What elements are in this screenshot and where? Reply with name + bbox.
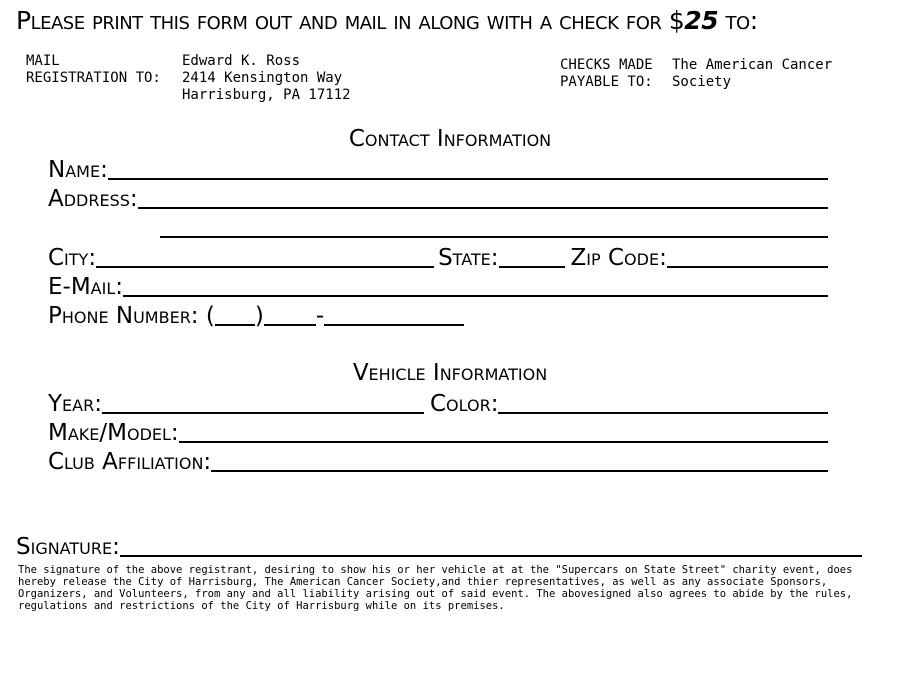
club-row	[48, 447, 828, 475]
mail-label-line2: REGISTRATION TO:	[26, 70, 161, 86]
checks-payee	[672, 57, 832, 91]
make-model-label: Make/Model:	[48, 420, 179, 446]
year-label: Year:	[48, 391, 102, 417]
mail-recipient-name: Edward K. Ross	[182, 53, 301, 69]
liability-release-text: The signature of the above registrant, desiring to show his or her vehicle at at the "Supercars on State Street" charity event, does hereby release the City of Harrisburg, The American Cancer Society,and thier representatives, as well as any associate Sponsors, Organizers, and Volunteers, from any and all liability arising out of said event. The abovesigned also agrees to abide by the rules, regulations and restrictions of the City of Harrisburg while on its premises.	[18, 564, 853, 612]
signature-label: Signature:	[16, 534, 120, 560]
checks-payable-label	[560, 57, 653, 91]
contact-section-title: Contact Information	[348, 126, 552, 152]
name-field[interactable]	[108, 156, 828, 180]
name-label: Name:	[48, 157, 108, 183]
city-label: City:	[48, 245, 97, 271]
checks-label-line1: CHECKS MADE	[560, 57, 653, 73]
name-row	[48, 155, 828, 183]
phone-label: Phone Number: (	[48, 303, 215, 329]
vehicle-section-title: Vehicle Information	[352, 360, 548, 386]
address-label: Address:	[48, 186, 138, 212]
fee-amount: 25	[684, 6, 719, 35]
club-field[interactable]	[211, 448, 828, 472]
email-field[interactable]	[123, 273, 828, 297]
instructions-text: Please print this form out and mail in along with a check for $	[16, 6, 685, 35]
signature-row	[16, 532, 862, 560]
mail-to-label	[26, 53, 161, 87]
phone-dash: -	[315, 303, 325, 329]
payee-line2: Society	[672, 74, 732, 90]
form-instructions-heading	[16, 6, 886, 35]
address-row	[48, 184, 828, 212]
year-color-row	[48, 389, 828, 417]
color-label: Color:	[429, 391, 499, 417]
mail-street: 2414 Kensington Way	[182, 70, 343, 86]
phone-paren-close: )	[254, 303, 264, 329]
checks-label-line2: PAYABLE TO:	[560, 74, 653, 90]
club-label: Club Affiliation:	[48, 449, 212, 475]
phone-prefix-field[interactable]	[264, 302, 316, 326]
city-state-zip-row	[48, 243, 828, 271]
address-field-line1[interactable]	[138, 185, 828, 209]
instructions-suffix: to:	[718, 6, 758, 35]
address-row-2	[160, 213, 828, 241]
payee-line1: The American Cancer	[672, 57, 833, 73]
state-label: State:	[438, 245, 499, 271]
mail-city-state-zip: Harrisburg, PA 17112	[182, 87, 351, 103]
make-model-field[interactable]	[179, 419, 828, 443]
make-model-row	[48, 418, 828, 446]
zip-field[interactable]	[667, 244, 828, 268]
phone-area-code-field[interactable]	[215, 302, 255, 326]
zip-label: Zip Code:	[570, 245, 667, 271]
state-field[interactable]	[499, 244, 565, 268]
mail-label-line1: MAIL	[26, 53, 60, 69]
city-field[interactable]	[96, 244, 434, 268]
email-label: E-Mail:	[48, 274, 124, 300]
mail-address	[182, 53, 351, 104]
email-row	[48, 272, 828, 300]
year-field[interactable]	[102, 390, 424, 414]
signature-field[interactable]	[120, 533, 862, 557]
phone-line-field[interactable]	[324, 302, 464, 326]
address-field-line2[interactable]	[160, 214, 828, 238]
color-field[interactable]	[498, 390, 828, 414]
phone-row	[48, 301, 828, 329]
